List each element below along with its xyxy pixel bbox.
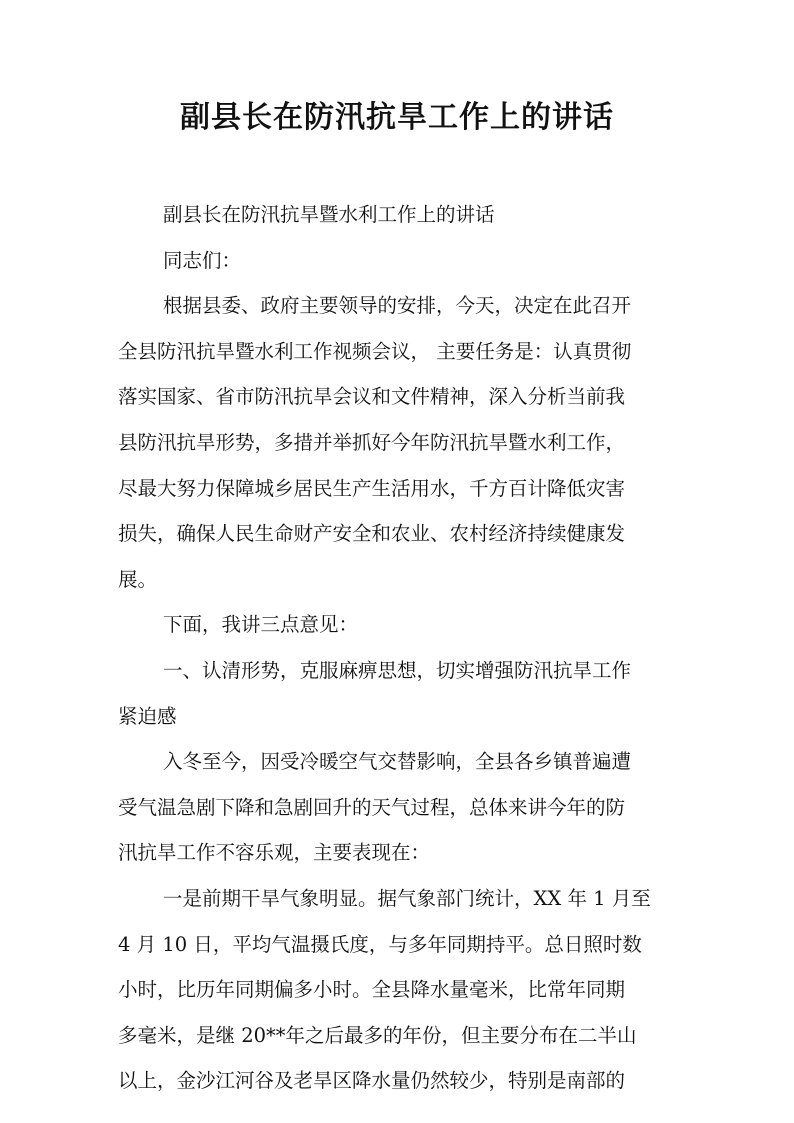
text-line: 入冬至今，因受冷暖空气交替影响，全县各乡镇普遍遭 [163, 750, 632, 774]
text-line: 紧迫感 [118, 704, 177, 728]
text-line: 受气温急剧下降和急剧回升的天气过程，总体来讲今年的防 [118, 795, 626, 819]
text-line: 小时，比历年同期偏多小时。全县降水量毫米，比常年同期 [118, 978, 626, 1002]
document-title: 副县长在防汛抗旱工作上的讲话 [180, 100, 614, 135]
text-line: 副县长在防汛抗旱暨水利工作上的讲话 [163, 203, 495, 226]
text-line: 4 月 10 日，平均气温摄氏度，与多年同期持平。总日照时数 [118, 932, 642, 956]
text-line: 县防汛抗旱形势，多措并举抓好今年防汛抗旱暨水利工作， [118, 430, 626, 454]
text-line: 一是前期干旱气象明显。据气象部门统计，XX 年 1 月至 [163, 886, 651, 910]
text-line: 全县防汛抗旱暨水利工作视频会议， 主要任务是：认真贯彻 [118, 339, 632, 363]
text-line: 损失，确保人民生命财产安全和农业、农村经济持续健康发 [118, 522, 626, 546]
text-line: 展。 [118, 567, 158, 591]
text-line: 尽最大努力保障城乡居民生产生活用水，千方百计降低灾害 [118, 476, 626, 500]
document-body [118, 192, 684, 1104]
text-line: 根据县委、政府主要领导的安排，今天，决定在此召开 [163, 294, 632, 318]
text-line: 同志们： [163, 248, 242, 272]
text-line: 落实国家、省市防汛抗旱会议和文件精神，深入分析当前我 [118, 385, 626, 409]
text-line: 汛抗旱工作不容乐观，主要表现在： [118, 841, 431, 865]
text-line: 多毫米，是继 20**年之后最多的年份，但主要分布在二半山 [118, 1023, 637, 1047]
text-line: 以上，金沙江河谷及老旱区降水量仍然较少，特别是南部的 [118, 1069, 626, 1093]
text-line: 下面，我讲三点意见： [163, 613, 359, 637]
text-line: 一、认清形势，克服麻痹思想，切实增强防汛抗旱工作 [163, 658, 632, 682]
